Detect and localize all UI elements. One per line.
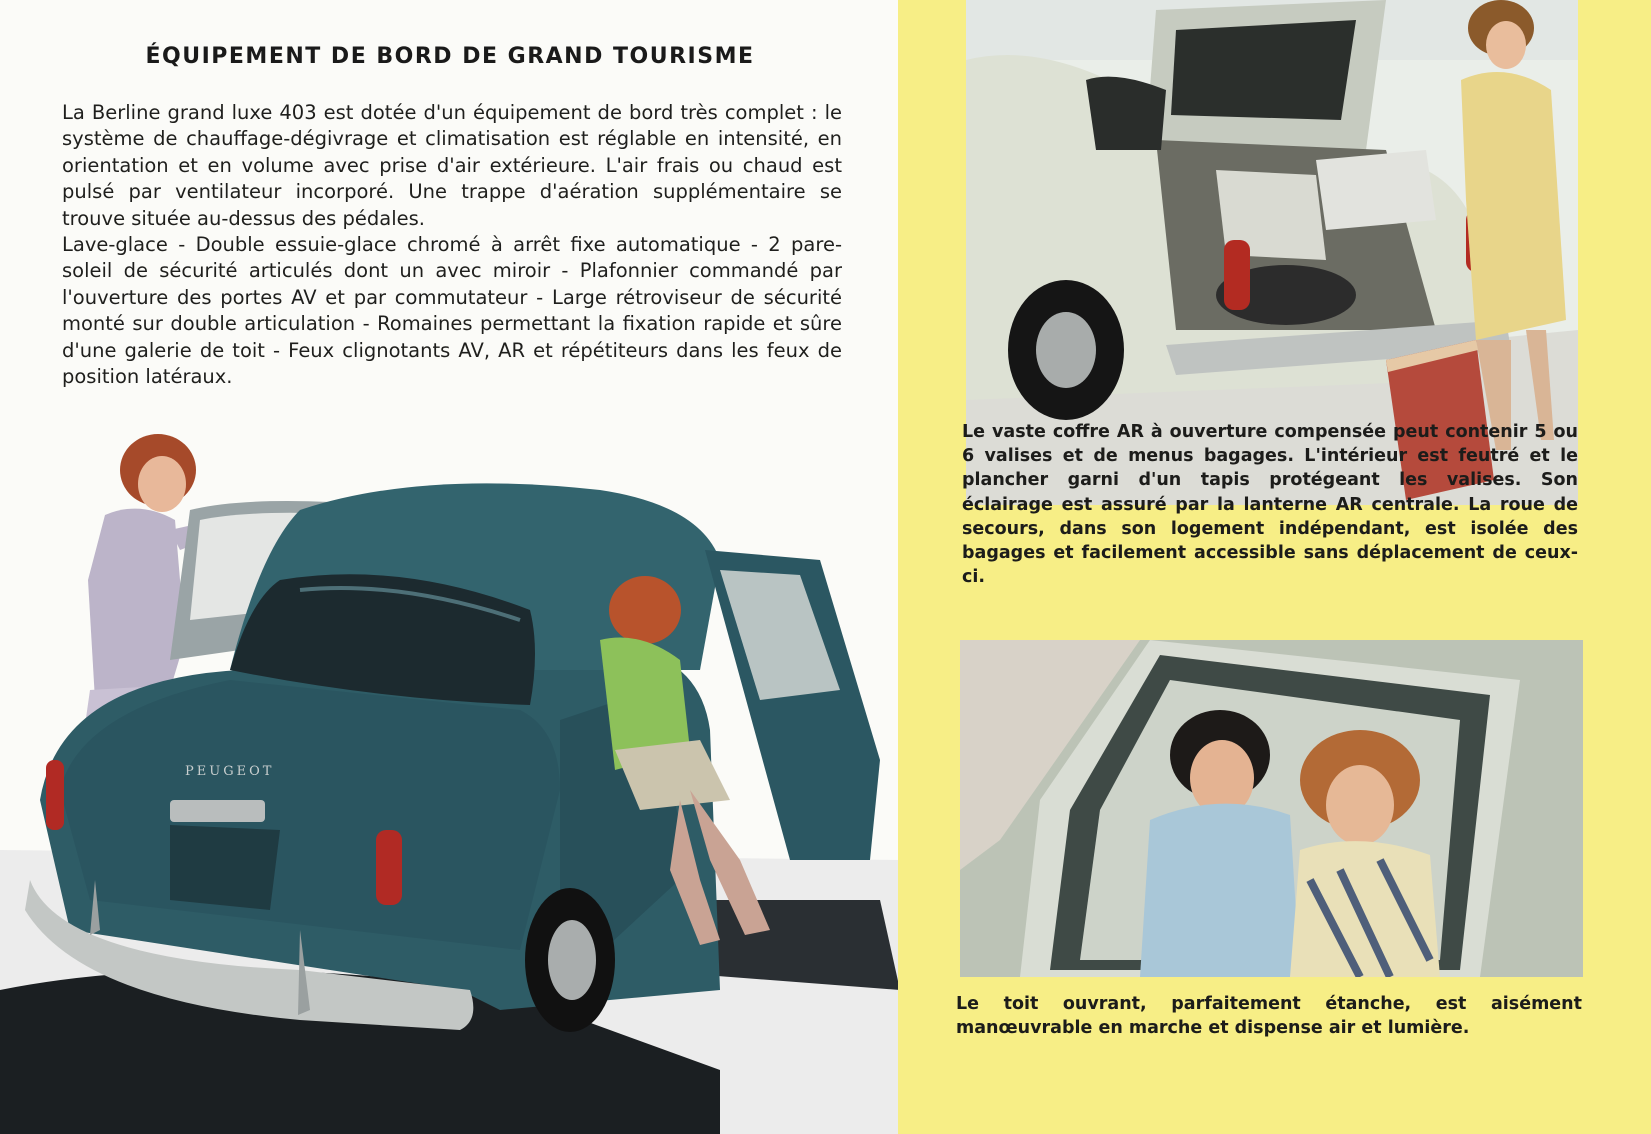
sunroof-caption: Le toit ouvrant, parfaitement étanche, est aisément manœuvrable en marche et dispense air et lumière. <box>956 994 1582 1039</box>
car-badge: PEUGEOT <box>185 764 275 779</box>
trunk-caption: Le vaste coffre AR à ouverture compensée peut contenir 5 ou 6 valises et de menus bagages. L'intérieur est feutré et le plancher garni d'un tapis protégeant les valises. Son éclairage est assuré par la lanterne AR centrale. La roue de secours, dans son logement indépendant, est isolée des bagages et facilement accessible sans déplacement de ceux-ci. <box>962 422 1578 588</box>
right-page <box>898 0 1651 1134</box>
blue-sedan-photo <box>0 430 900 1134</box>
paragraph-equipment-list: Lave-glace - Double essuie-glace chromé à arrêt fixe automatique - 2 pare-soleil de sécurité articulés dont un avec miroir - Plafonnier commandé par l'ouverture des portes AV et par commutateur - Large rétroviseur de sécurité monté sur double articulation - Romaines permettant la fixation rapide et sûre d'une galerie de toit - Feux clignotants AV, AR et répétiteurs dans les feux de position latéraux. <box>62 233 842 389</box>
sunroof-photo <box>960 640 1583 977</box>
page-heading: ÉQUIPEMENT DE BORD DE GRAND TOURISME <box>145 44 755 69</box>
paragraph-heating: La Berline grand luxe 403 est dotée d'un équipement de bord très complet : le système de chauffage-dégivrage et climatisation est réglable en intensité, en orientation et en volume avec prise d'air extérieure. L'air frais ou chaud est pulsé par ventilateur incorporé. Une trappe d'aération supplémentaire se trouve située au-dessus des pédales. <box>62 101 842 230</box>
equipment-description <box>62 100 842 390</box>
